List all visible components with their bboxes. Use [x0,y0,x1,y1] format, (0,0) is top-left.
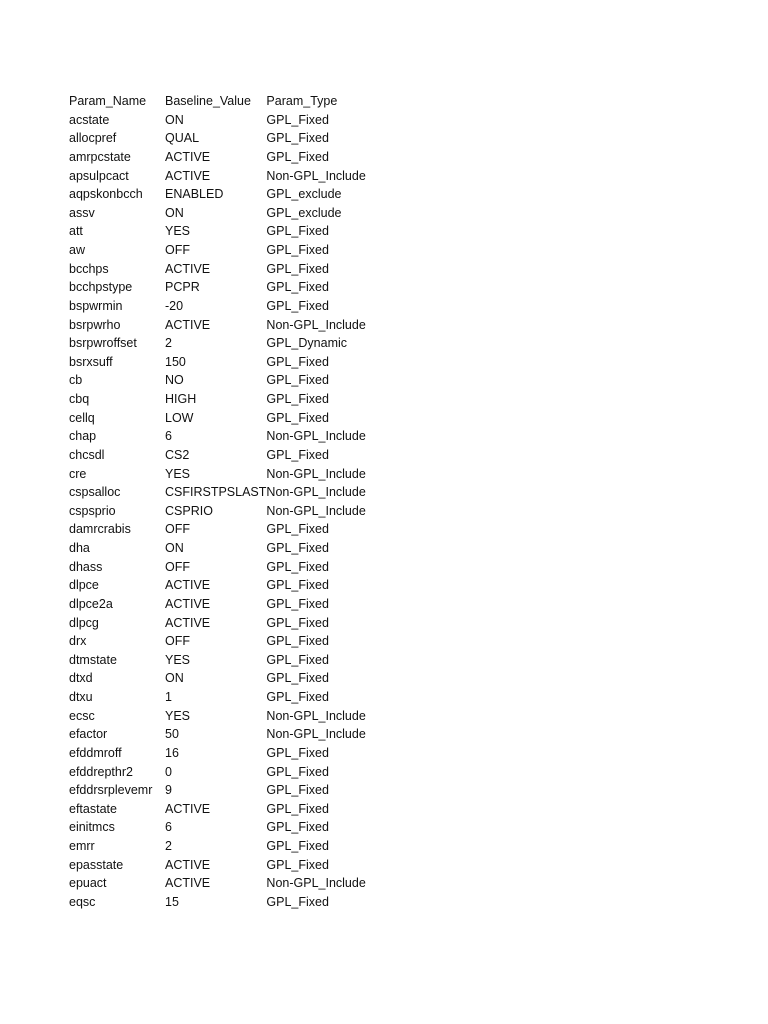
baseline-value-cell: ACTIVE [165,801,211,816]
param-name-cell: bsrpwroffset [69,336,137,351]
param-name-cell: aw [69,243,85,257]
baseline-value-cell: CS2 [165,447,190,462]
baseline-value-cell: CSFIRSTPSLAST [165,485,267,500]
table-row [69,502,376,521]
header-baseline-value: Baseline_Value [165,94,251,108]
baseline-value-cell: 16 [165,745,179,760]
baseline-value-cell: ACTIVE [165,578,211,593]
param-type-cell: GPL_Fixed [266,857,329,872]
table-row [69,167,376,186]
param-name-cell: epuact [69,876,107,891]
param-type-cell: GPL_Fixed [266,671,329,686]
param-name-cell: bcchpstype [69,280,133,295]
param-name-cell: efactor [69,727,108,742]
table-row [69,669,376,688]
param-type-cell: GPL_Fixed [266,578,329,593]
table-row [69,800,376,819]
param-name-cell: efddrepthr2 [69,764,133,779]
baseline-value-cell: YES [165,466,191,481]
table-row [69,483,376,502]
table-row [69,465,376,484]
param-type-cell: GPL_Fixed [266,820,329,835]
table-row [69,781,376,800]
param-type-cell: GPL_Fixed [266,149,329,164]
param-name-cell: cbq [69,392,90,406]
param-type-cell: GPL_Fixed [266,541,329,555]
header-param-name: Param_Name [69,94,147,108]
param-table [69,92,376,912]
baseline-value-cell: ON [165,112,184,127]
table-row [69,818,376,837]
param-type-cell: GPL_Fixed [266,354,329,369]
baseline-value-cell: 50 [165,727,179,742]
table-row [69,427,376,446]
baseline-value-cell: 15 [165,894,179,909]
param-type-cell: Non-GPL_Include [266,168,366,183]
table-row [69,707,376,726]
baseline-value-cell: ON [165,671,184,686]
table-row [69,129,376,148]
param-name-cell: apsulpcact [69,168,129,183]
param-type-cell: GPL_Fixed [266,596,329,611]
table-row [69,148,376,167]
baseline-value-cell: ACTIVE [165,149,211,164]
param-name-cell: bsrxsuff [69,354,113,369]
param-name-cell: cre [69,466,87,481]
param-name-cell: eqsc [69,894,96,909]
baseline-value-cell: -20 [165,298,184,313]
table-row [69,278,376,297]
table-row [69,763,376,782]
baseline-value-cell: ACTIVE [165,317,211,332]
param-name-cell: eftastate [69,801,117,816]
table-body [69,111,376,912]
param-type-cell: GPL_Dynamic [266,336,348,351]
table-row [69,651,376,670]
param-name-cell: ecsc [69,708,95,723]
param-type-cell: GPL_exclude [266,187,342,202]
baseline-value-cell: 6 [165,429,172,444]
baseline-value-cell: 0 [165,764,172,779]
param-type-cell: GPL_Fixed [266,298,329,313]
param-name-cell: dtxu [69,690,93,704]
param-type-cell: GPL_Fixed [266,373,329,388]
table-row [69,539,376,558]
table-row [69,446,376,465]
param-name-cell: acstate [69,112,110,127]
baseline-value-cell: OFF [165,243,190,257]
baseline-value-cell: ENABLED [165,187,224,202]
table-row [69,316,376,335]
baseline-value-cell: OFF [165,559,190,574]
param-type-cell: GPL_Fixed [266,447,329,462]
param-type-cell: GPL_Fixed [266,764,329,779]
table-row [69,222,376,241]
param-type-cell: GPL_Fixed [266,522,329,537]
param-type-cell: Non-GPL_Include [266,708,366,723]
param-name-cell: cspsalloc [69,485,121,500]
table-row [69,614,376,633]
param-name-cell: efddrsrplevemr [69,783,153,798]
spreadsheet-sheet [69,92,376,912]
baseline-value-cell: YES [165,224,191,239]
param-name-cell: efddmroff [69,745,122,760]
baseline-value-cell: CSPRIO [165,503,213,518]
baseline-value-cell: QUAL [165,131,200,146]
baseline-value-cell: OFF [165,634,190,649]
baseline-value-cell: YES [165,652,191,667]
param-name-cell: att [69,224,83,239]
param-type-cell: GPL_Fixed [266,224,329,239]
param-name-cell: cellq [69,410,95,425]
param-name-cell: bsrpwrho [69,317,121,332]
param-type-cell: Non-GPL_Include [266,429,366,444]
header-param-type: Param_Type [266,94,338,108]
param-type-cell: Non-GPL_Include [266,485,366,500]
param-name-cell: cb [69,373,83,388]
table-row [69,409,376,428]
baseline-value-cell: LOW [165,410,194,425]
param-name-cell: dha [69,541,90,555]
param-name-cell: chcsdl [69,447,105,462]
table-row [69,688,376,707]
param-name-cell: amrpcstate [69,149,131,164]
table-row [69,353,376,372]
param-name-cell: dlpce2a [69,596,113,611]
table-row [69,576,376,595]
baseline-value-cell: YES [165,708,191,723]
param-type-cell: GPL_Fixed [266,243,329,257]
baseline-value-cell: NO [165,373,184,388]
param-name-cell: damrcrabis [69,522,131,537]
param-type-cell: Non-GPL_Include [266,727,366,742]
baseline-value-cell: 6 [165,820,172,835]
param-type-cell: GPL_Fixed [266,690,329,704]
param-name-cell: dtmstate [69,652,117,667]
table-row [69,111,376,130]
param-type-cell: GPL_Fixed [266,839,329,853]
baseline-value-cell: 9 [165,783,172,798]
param-type-cell: Non-GPL_Include [266,503,366,518]
param-name-cell: dhass [69,559,103,574]
table-row [69,744,376,763]
baseline-value-cell: 1 [165,690,172,704]
baseline-value-cell: 2 [165,336,172,351]
baseline-value-cell: ACTIVE [165,596,211,611]
table-row [69,725,376,744]
baseline-value-cell: ON [165,205,184,220]
table-row [69,893,376,912]
param-type-cell: GPL_Fixed [266,745,329,760]
header-row [69,92,376,111]
param-name-cell: drx [69,634,87,649]
table-row [69,371,376,390]
baseline-value-cell: 150 [165,354,186,369]
param-type-cell: GPL_Fixed [266,801,329,816]
param-type-cell: GPL_Fixed [266,615,329,630]
table-row [69,185,376,204]
table-row [69,595,376,614]
param-name-cell: emrr [69,839,95,853]
param-type-cell: GPL_Fixed [266,131,329,146]
baseline-value-cell: ACTIVE [165,168,211,183]
table-row [69,241,376,260]
param-type-cell: GPL_Fixed [266,261,329,276]
param-type-cell: GPL_Fixed [266,652,329,667]
baseline-value-cell: OFF [165,522,190,537]
param-type-cell: GPL_Fixed [266,392,329,406]
param-name-cell: dlpce [69,578,99,593]
table-row [69,334,376,353]
baseline-value-cell: ACTIVE [165,857,211,872]
param-type-cell: GPL_Fixed [266,559,329,574]
table-row [69,874,376,893]
param-name-cell: dtxd [69,671,93,686]
table-row [69,390,376,409]
param-name-cell: chap [69,429,97,444]
table-row [69,204,376,223]
baseline-value-cell: ACTIVE [165,261,211,276]
param-name-cell: einitmcs [69,820,115,835]
table-row [69,297,376,316]
table-row [69,558,376,577]
param-type-cell: GPL_Fixed [266,112,329,127]
param-type-cell: GPL_exclude [266,205,342,220]
param-name-cell: aqpskonbcch [69,187,143,202]
param-name-cell: allocpref [69,131,117,146]
baseline-value-cell: PCPR [165,280,200,295]
baseline-value-cell: ACTIVE [165,876,211,891]
param-type-cell: GPL_Fixed [266,783,329,798]
param-name-cell: epasstate [69,857,124,872]
param-type-cell: Non-GPL_Include [266,876,366,891]
table-row [69,520,376,539]
baseline-value-cell: HIGH [165,392,197,406]
table-row [69,856,376,875]
param-type-cell: GPL_Fixed [266,894,329,909]
param-type-cell: GPL_Fixed [266,280,329,295]
param-name-cell: dlpcg [69,615,99,630]
param-name-cell: bspwrmin [69,298,123,313]
table-row [69,632,376,651]
param-name-cell: cspsprio [69,503,116,518]
baseline-value-cell: ON [165,541,184,555]
baseline-value-cell: 2 [165,839,172,853]
table-row [69,260,376,279]
param-type-cell: Non-GPL_Include [266,317,366,332]
param-type-cell: GPL_Fixed [266,634,329,649]
table-row [69,837,376,856]
baseline-value-cell: ACTIVE [165,615,211,630]
param-name-cell: bcchps [69,261,109,276]
param-type-cell: GPL_Fixed [266,410,329,425]
param-name-cell: assv [69,205,95,220]
param-type-cell: Non-GPL_Include [266,466,366,481]
